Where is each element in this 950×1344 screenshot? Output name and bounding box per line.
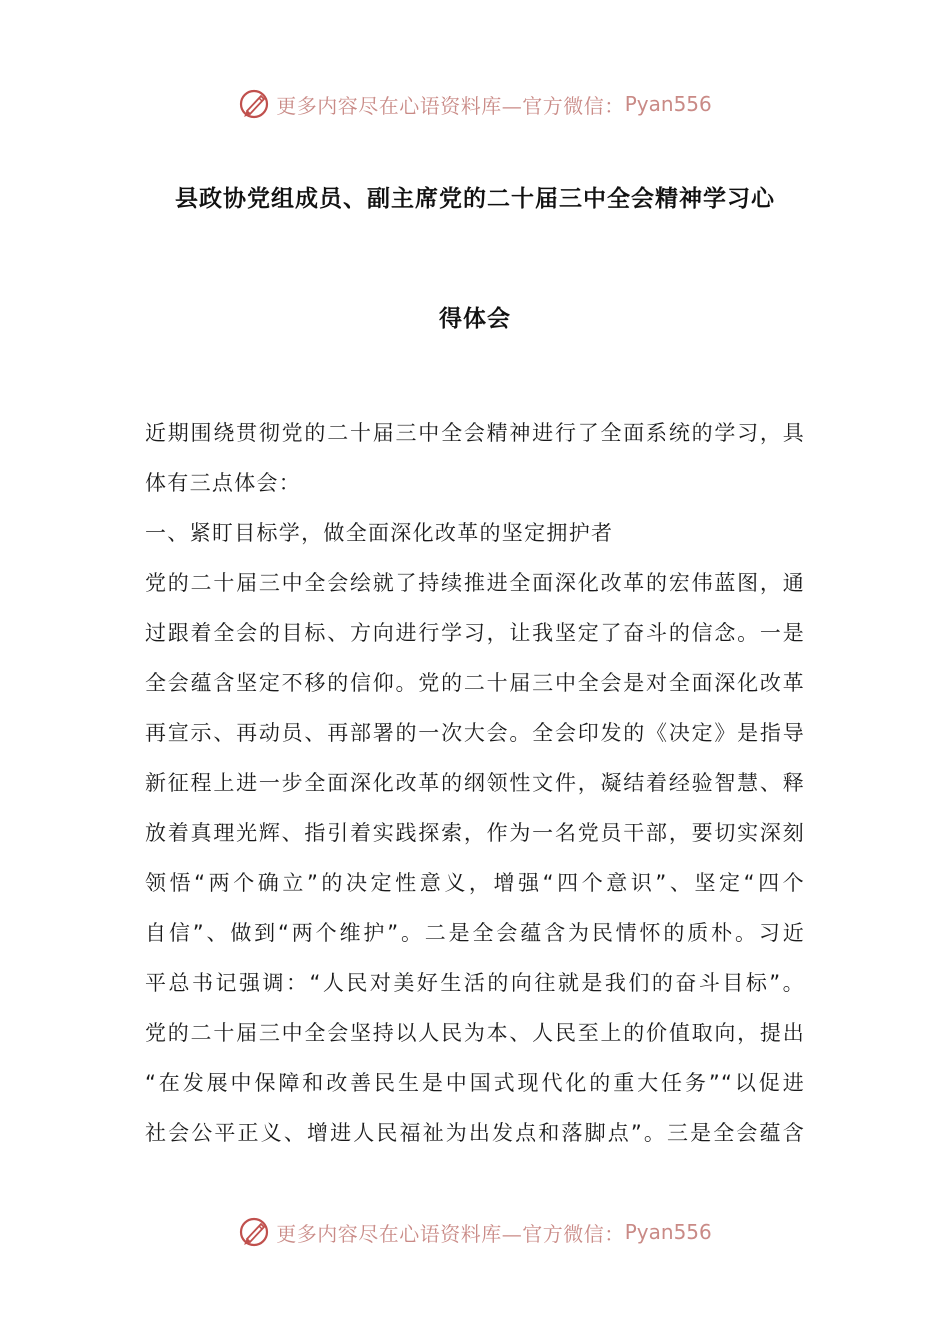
body-line: 再宣示、再动员、再部署的一次大会。全会印发的《决定》是指导 <box>145 721 805 745</box>
pen-logo-icon <box>238 87 272 121</box>
body-line: 体有三点体会： <box>145 471 302 495</box>
body-line: 平总书记强调：“人民对美好生活的向往就是我们的奋斗目标”。 <box>145 971 805 995</box>
body-line: 党的二十届三中全会绘就了持续推进全面深化改革的宏伟蓝图，通 <box>145 571 805 595</box>
document-body <box>145 412 805 1162</box>
header-watermark <box>0 80 950 128</box>
body-line: 新征程上进一步全面深化改革的纲领性文件，凝结着经验智慧、释 <box>145 771 805 795</box>
watermark-wechat-id: Pyan556 <box>624 92 712 116</box>
body-line: 放着真理光辉、指引着实践探索，作为一名党员干部，要切实深刻 <box>145 821 805 845</box>
watermark-text: 更多内容尽在心语资料库—官方微信： <box>276 1221 625 1246</box>
body-line: 近期围绕贯彻党的二十届三中全会精神进行了全面系统的学习，具 <box>145 421 805 445</box>
body-line: 自信”、做到“两个维护”。二是全会蕴含为民情怀的质朴。习近 <box>145 921 805 945</box>
body-line: 过跟着全会的目标、方向进行学习，让我坚定了奋斗的信念。一是 <box>145 621 805 645</box>
body-line: 社会公平正义、增进人民福祉为出发点和落脚点”。三是全会蕴含 <box>145 1121 805 1145</box>
section-heading: 一、紧盯目标学，做全面深化改革的坚定拥护者 <box>145 521 614 545</box>
watermark-wechat-id: Pyan556 <box>624 1220 712 1244</box>
pen-logo-icon <box>238 1215 272 1249</box>
document-title-line-2: 得体会 <box>439 306 511 332</box>
body-line: “在发展中保障和改善民生是中国式现代化的重大任务”“以促进 <box>145 1071 805 1095</box>
body-line: 党的二十届三中全会坚持以人民为本、人民至上的价值取向，提出 <box>145 1021 805 1045</box>
footer-watermark <box>0 1208 950 1256</box>
body-line: 领悟“两个确立”的决定性意义，增强“四个意识”、坚定“四个 <box>145 871 805 895</box>
watermark-text: 更多内容尽在心语资料库—官方微信： <box>276 93 625 118</box>
document-title-line-1: 县政协党组成员、副主席党的二十届三中全会精神学习心 <box>175 186 775 212</box>
body-line: 全会蕴含坚定不移的信仰。党的二十届三中全会是对全面深化改革 <box>145 671 805 695</box>
